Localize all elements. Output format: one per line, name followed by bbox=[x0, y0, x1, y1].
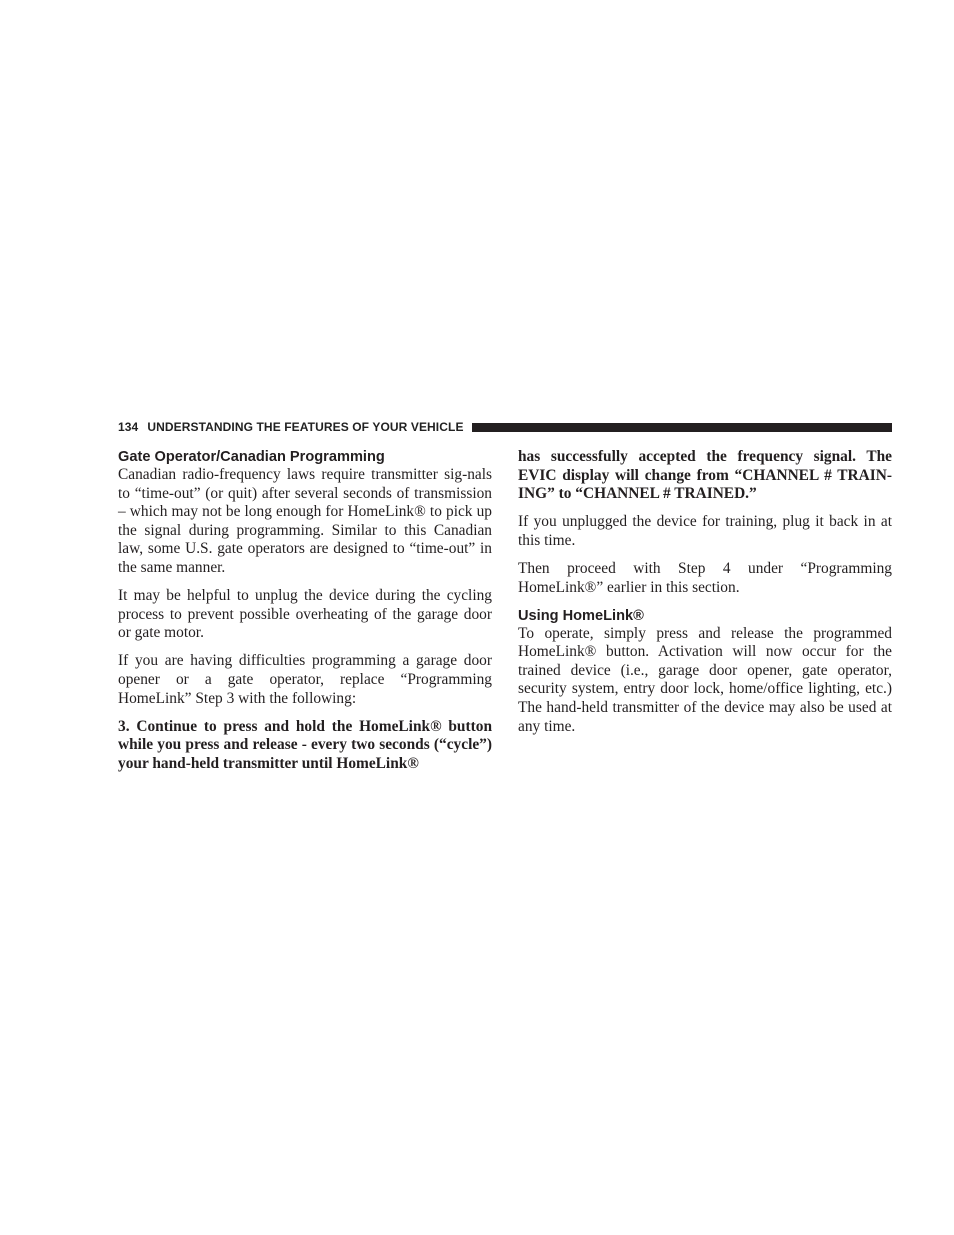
step-3-instruction: 3. Continue to press and hold the HomeLink® button while you press and release - every two seconds (“cycle”) your hand-held transmitter until HomeLink® bbox=[118, 717, 492, 772]
gate-operator-heading: Gate Operator/Canadian Programming bbox=[118, 449, 385, 465]
canadian-laws-paragraph: Canadian radio-frequency laws require transmitter sig-nals to “time-out” (or quit) after several seconds of transmission – which may not be long enough for HomeLink® to pick up the signal during programming. Similar to this Canadian law, some U.S. gate operators are designed to “time-out” in the same manner. bbox=[118, 466, 492, 576]
using-homelink-heading: Using HomeLink® bbox=[518, 607, 644, 624]
step-3-continuation: has successfully accepted the frequency signal. The EVIC display will change from “CHANNEL # TRAIN-ING” to “CHANNEL # TRAINED.” bbox=[518, 448, 892, 503]
difficulties-paragraph: If you are having difficulties programming a garage door opener or a gate operator, replace “Programming HomeLink” Step 3 with the following: bbox=[118, 652, 492, 707]
plug-back-paragraph: If you unplugged the device for training, plug it back in at this time. bbox=[518, 513, 892, 549]
page-number: 134 bbox=[118, 420, 139, 434]
page-header bbox=[118, 419, 892, 435]
section-title: UNDERSTANDING THE FEATURES OF YOUR VEHICLE bbox=[147, 420, 464, 434]
header-rule bbox=[472, 423, 892, 432]
right-column bbox=[518, 448, 892, 746]
unplug-tip-paragraph: It may be helpful to unplug the device during the cycling process to prevent possible overheating of the garage door or gate motor. bbox=[118, 587, 492, 642]
left-column bbox=[118, 448, 492, 773]
proceed-step-4-paragraph: Then proceed with Step 4 under “Programming HomeLink®” earlier in this section. bbox=[518, 559, 892, 596]
operate-paragraph: To operate, simply press and release the programmed HomeLink® button. Activation will now occur for the trained device (i.e., garage door opener, gate operator, security system, entry door lock, home/office lighting, etc.) The hand-held transmitter of the device may also be used at any time. bbox=[518, 624, 892, 735]
